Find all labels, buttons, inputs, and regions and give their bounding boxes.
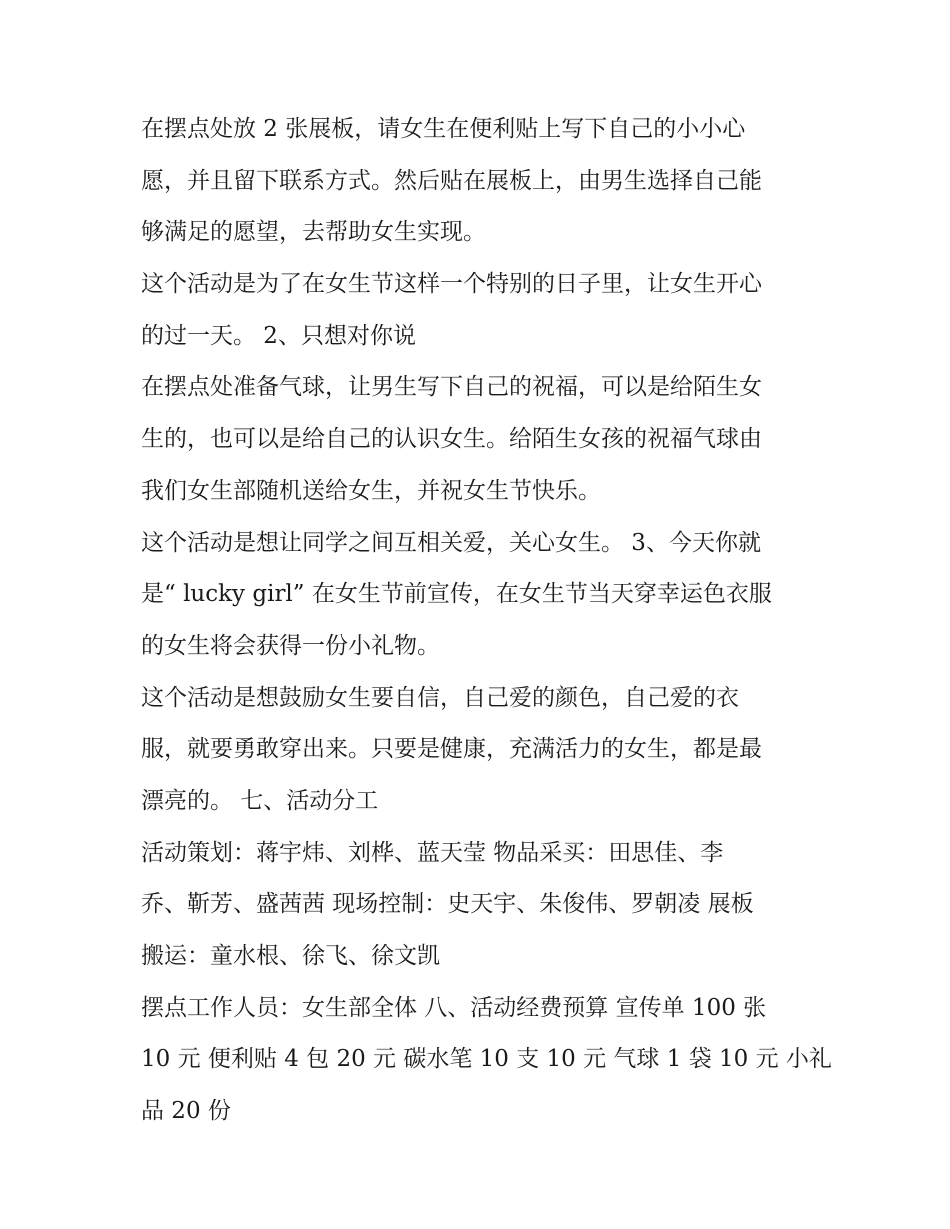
text-line: 愿，并且留下联系方式。然后贴在展板上，由男生选择自己能	[141, 167, 762, 194]
text-line: 活动策划：蒋宇炜、刘桦、蓝天莹 物品采买：田思佳、李	[141, 839, 724, 866]
text-line: 在摆点处准备气球，让男生写下自己的祝福，可以是给陌生女	[141, 374, 762, 401]
text-line: 服，就要勇敢穿出来。只要是健康，充满活力的女生，都是最	[141, 736, 762, 763]
text-line: 是“ lucky girl” 在女生节前宣传，在女生节当天穿幸运色衣服	[141, 581, 772, 608]
text-line: 够满足的愿望，去帮助女生实现。	[141, 219, 486, 246]
text-line: 摆点工作人员：女生部全体 八、活动经费预算 宣传单 100 张	[141, 994, 767, 1021]
text-line: 乔、靳芳、盛茜茜 现场控制：史天宇、朱俊伟、罗朝凌 展板	[141, 891, 754, 918]
text-line: 10 元 便利贴 4 包 20 元 碳水笔 10 支 10 元 气球 1 袋 10 元 小礼	[141, 1046, 832, 1073]
text-line: 在摆点处放 2 张展板，请女生在便利贴上写下自己的小小心	[141, 116, 746, 142]
text-line: 这个活动是为了在女生节这样一个特别的日子里，让女生开心	[141, 271, 762, 298]
text-line: 我们女生部随机送给女生，并祝女生节快乐。	[141, 477, 601, 504]
text-line: 品 20 份	[141, 1098, 231, 1125]
text-line: 这个活动是想让同学之间互相关爱，关心女生。 3、今天你就	[141, 529, 761, 556]
text-line: 漂亮的。 七、活动分工	[141, 787, 379, 814]
text-line: 这个活动是想鼓励女生要自信，自己爱的颜色，自己爱的衣	[141, 684, 739, 711]
text-line: 的女生将会获得一份小礼物。	[141, 632, 440, 659]
document-body	[141, 104, 831, 1138]
text-line: 搬运：童水根、徐飞、徐文凯	[141, 943, 440, 969]
text-line: 的过一天。 2、只想对你说	[141, 322, 416, 349]
text-line: 生的，也可以是给自己的认识女生。给陌生女孩的祝福气球由	[141, 426, 762, 453]
